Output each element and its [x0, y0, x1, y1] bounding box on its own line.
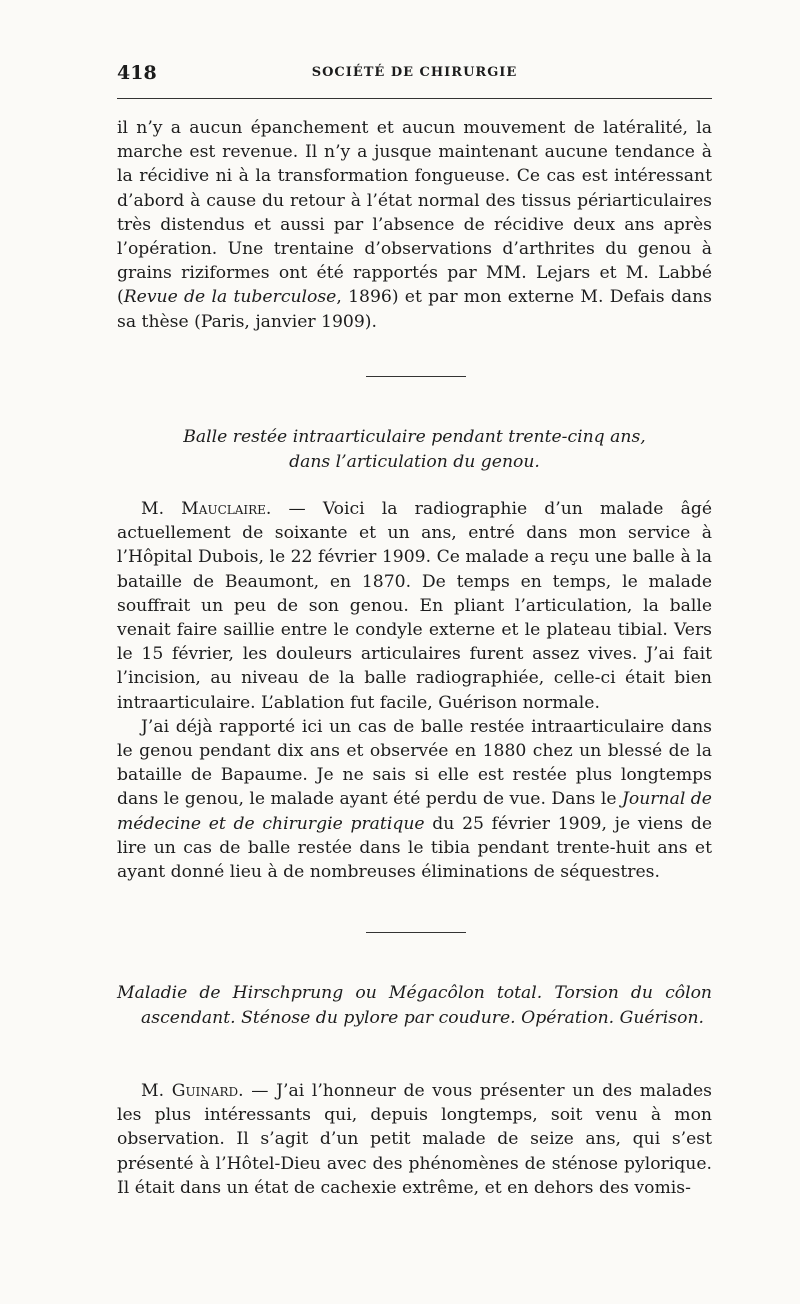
section-title [117, 425, 712, 474]
section-title: Maladie de Hirschprung ou Mégacôlon total. Torsion du côlon ascendant. Sténose du pylore par coudure. Opération. Guérison. [117, 983, 712, 1028]
intro-paragraph [117, 116, 712, 334]
paragraph-text: J’ai l’honneur de vous présenter un des malades les plus intéressants qui, depuis longtemps, soit venu à mon observation. Il s’agit d’un petit malade de seize ans, qui s’est présenté à l’Hôtel-Dieu avec des phénomènes de sténose pylorique. Il était dans un état de cachexie extrême, et en dehors des vomis- [117, 1081, 712, 1198]
speaker-name: M. Mauclaire. [141, 499, 272, 519]
paragraph-text: du 25 février 1909, je viens de lire un cas de balle restée dans le tibia pendant trente-huit ans et ayant donné lieu à de nombreuses éliminations de séquestres. [117, 813, 713, 883]
journal-title: Journal de médecine et de chirurgie pratique [117, 789, 712, 834]
paragraph-text: J’ai déjà rapporté ici un cas de balle restée intraarticulaire dans le genou pendant dix ans et observée en 1880 chez un blessé de la bataille de Bapaume. Je ne sais si elle est restée plus longtemps dans le genou, le malade ayant été perdu de vue. Dans le [117, 716, 712, 810]
intro-text-before: il n’y a aucun épanchement et aucun mouvement de latéralité, la marche est revenue. Il n’y a jusque maintenant aucune tendance à la récidive ni à la transformation fongueuse. Ce cas est intéressant d’abord à cause du retour à l’état normal des tissus périarticulaires très distendus et aussi par l’absence de récidive deux ans après l’opération. Une trentaine d’observations d’arthrites du genou à grains riziformes ont été rapportés par MM. Lejars et M. Labbé ( [117, 118, 712, 308]
journal-title: Revue de la tuberculose [123, 287, 337, 308]
section-body: M. Guinard. — J’ai l’honneur de vous présenter un des malades les plus intéressants qui, depuis longtemps, soit venu à mon observation. Il s’agit d’un petit malade de seize ans, qui s’est présenté à l’Hôtel-Dieu avec des phénomènes de sténose pylorique. Il était dans un état de cachexie extrême, et en dehors des vomis- [117, 1081, 712, 1198]
speaker-name: M. Guinard. [141, 1081, 244, 1101]
page-header [117, 62, 712, 86]
section-title-line: Balle restée intraarticulaire pendant trente-cinq ans, [183, 427, 646, 447]
running-title: SOCIÉTÉ DE CHIRURGIE [311, 65, 518, 80]
paragraph-text: Voici la radiographie d’un malade âgé actuellement de soixante et un ans, entré dans mon service à l’Hôpital Dubois, le 22 février 1909. Ce malade a reçu une balle à la bataille de Beaumont, en 1870. De temps en temps, le malade souffrait un peu de son genou. En pliant l’articulation, la balle venait faire saillie entre le condyle externe et le plateau tibial. Vers le 15 février, les douleurs articulaires furent assez vives. J’ai fait l’incision, au niveau de la balle radiographiée, celle-ci était bien intraarticulaire. L’ablation fut facile, Guérison normale. [117, 499, 712, 713]
section-divider [366, 376, 466, 377]
intro-text-after: , 1896) et par mon externe M. Defais dans sa thèse (Paris, janvier 1909). [117, 287, 712, 332]
section-divider [366, 932, 466, 933]
section-title-line: dans l’articulation du genou. [289, 451, 540, 472]
page-number: 418 [117, 62, 157, 84]
header-rule [117, 98, 712, 99]
section-body: M. Mauclaire. — Voici la radiographie d’un malade âgé actuellement de soixante et un ans, entré dans mon service à l’Hôpital Dubois, le 22 février 1909. Ce malade a reçu une balle à la bataille de Beaumont, en 1870. De temps en temps, le malade souffrait un peu de son genou. En pliant l’articulation, la balle venait faire saillie entre le condyle externe et le plateau tibial. Vers le 15 février, les douleurs articulaires furent assez vives. J’ai fait l’incision, au niveau de la balle radiographiée, celle-ci était bien intraarticulaire. L’ablation fut facile, Guérison normale. J’ai déjà rapporté ici un cas de balle restée intraarticulaire dans le genou pendant dix ans et observée en 1880 chez un blessé de la bataille de Bapaume. Je ne sais si elle est restée plus longtemps dans le genou, le malade ayant été perdu de vue. Dans le Journal de médecine et de chirurgie pratique du 25 février 1909, je viens de lire un cas de balle restée dans le tibia pendant trente-huit ans et ayant donné lieu à de nombreuses éliminations de séquestres. [117, 499, 713, 883]
